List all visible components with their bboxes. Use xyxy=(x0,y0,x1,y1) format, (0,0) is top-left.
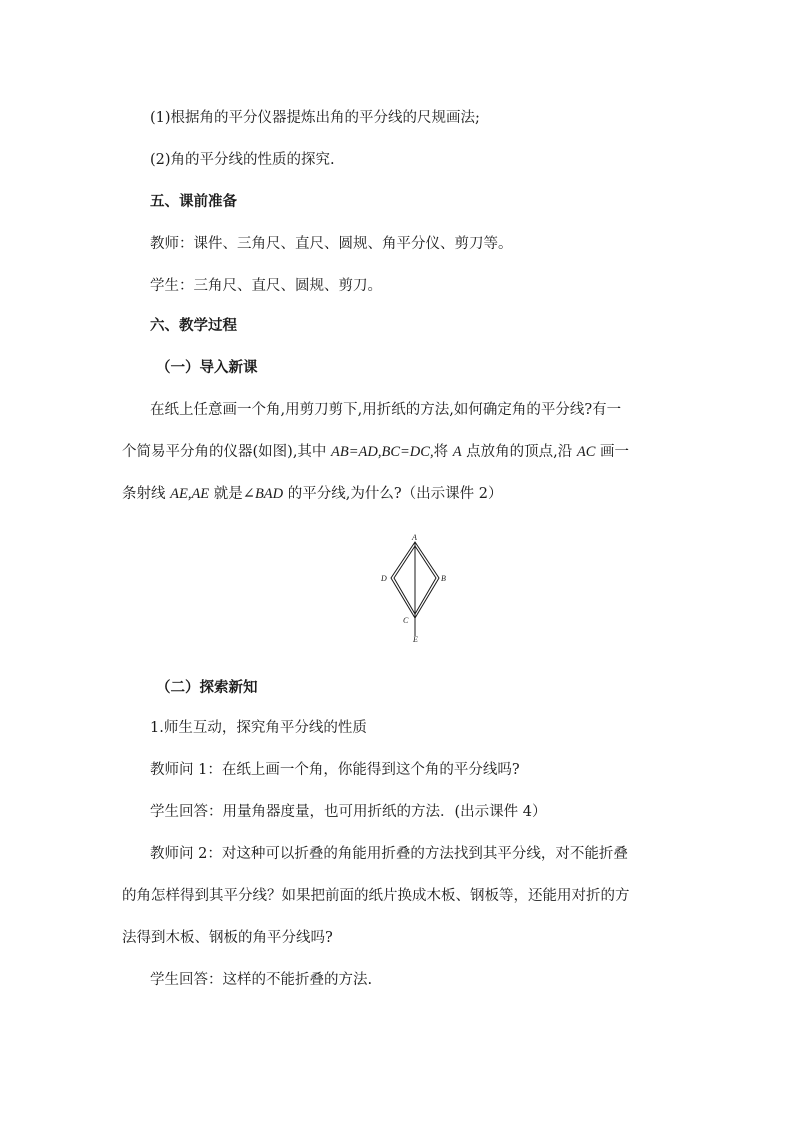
figure-svg xyxy=(370,534,460,644)
kite-outline xyxy=(391,542,439,636)
intro-math-ae: AE,AE xyxy=(170,486,210,502)
paragraph-method: (1)根据角的平分仪器提炼出角的平分线的尺规画法; xyxy=(150,110,480,126)
subsection-heading-intro: （一）导入新课 xyxy=(156,359,258,376)
intro-text-4: 画一 xyxy=(595,444,630,460)
section-heading-process: 六、教学过程 xyxy=(150,317,237,334)
intro-text-7: 的平分线,为什么?（出示课件 2） xyxy=(283,486,503,502)
paragraph-property: (2)角的平分线的性质的探究. xyxy=(150,152,335,168)
paragraph-teacher-question-2-line-1: 教师问 2：对这种可以折叠的角能用折叠的方法找到其平分线，对不能折叠 xyxy=(150,846,628,862)
paragraph-intro-line-3 xyxy=(122,484,682,504)
intro-math-equal-sides: AB=AD,BC=DC, xyxy=(331,444,434,460)
paragraph-student-answer-1: 学生回答：用量角器度量，也可用折纸的方法．(出示课件 4） xyxy=(150,804,547,820)
intro-text-1: 个简易平分角的仪器(如图),其中 xyxy=(122,444,332,460)
paragraph-intro-line-1: 在纸上任意画一个角,用剪刀剪下,用折纸的方法,如何确定角的平分线?有一 xyxy=(150,402,622,418)
label-a: A xyxy=(412,534,417,542)
subsection-heading-explore: （二）探索新知 xyxy=(156,679,258,696)
intro-text-2: 将 xyxy=(433,444,453,460)
label-c: C xyxy=(403,616,409,625)
paragraph-teacher-question-2-line-3: 法得到木板、钢板的角平分线吗? xyxy=(122,930,333,946)
intro-text-6: 就是∠ xyxy=(209,486,255,502)
angle-bisector-instrument-figure xyxy=(370,534,460,644)
label-b: B xyxy=(441,574,446,583)
label-d: D xyxy=(381,574,387,583)
paragraph-teacher-question-2-line-2: 的角怎样得到其平分线？如果把前面的纸片换成木板、钢板等，还能用对折的方 xyxy=(122,888,630,904)
paragraph-student-answer-2: 学生回答：这样的不能折叠的方法. xyxy=(150,972,373,988)
intro-math-bad: BAD xyxy=(254,486,284,502)
intro-math-ac: AC xyxy=(576,444,596,460)
paragraph-teacher-question-1: 教师问 1：在纸上画一个角，你能得到这个角的平分线吗? xyxy=(150,762,520,778)
intro-math-point-a: A xyxy=(452,444,462,460)
intro-text-3: 点放角的顶点,沿 xyxy=(461,444,577,460)
paragraph-student-materials: 学生：三角尺、直尺、圆规、剪刀。 xyxy=(150,278,382,294)
paragraph-teacher-materials: 教师：课件、三角尺、直尺、圆规、角平分仪、剪刀等。 xyxy=(150,236,513,252)
label-e: E xyxy=(413,635,418,644)
paragraph-intro-line-2 xyxy=(122,442,682,462)
section-heading-preparation: 五、课前准备 xyxy=(150,193,237,210)
intro-text-5: 条射线 xyxy=(122,486,171,502)
paragraph-interaction: 1.师生互动，探究角平分线的性质 xyxy=(150,720,367,736)
